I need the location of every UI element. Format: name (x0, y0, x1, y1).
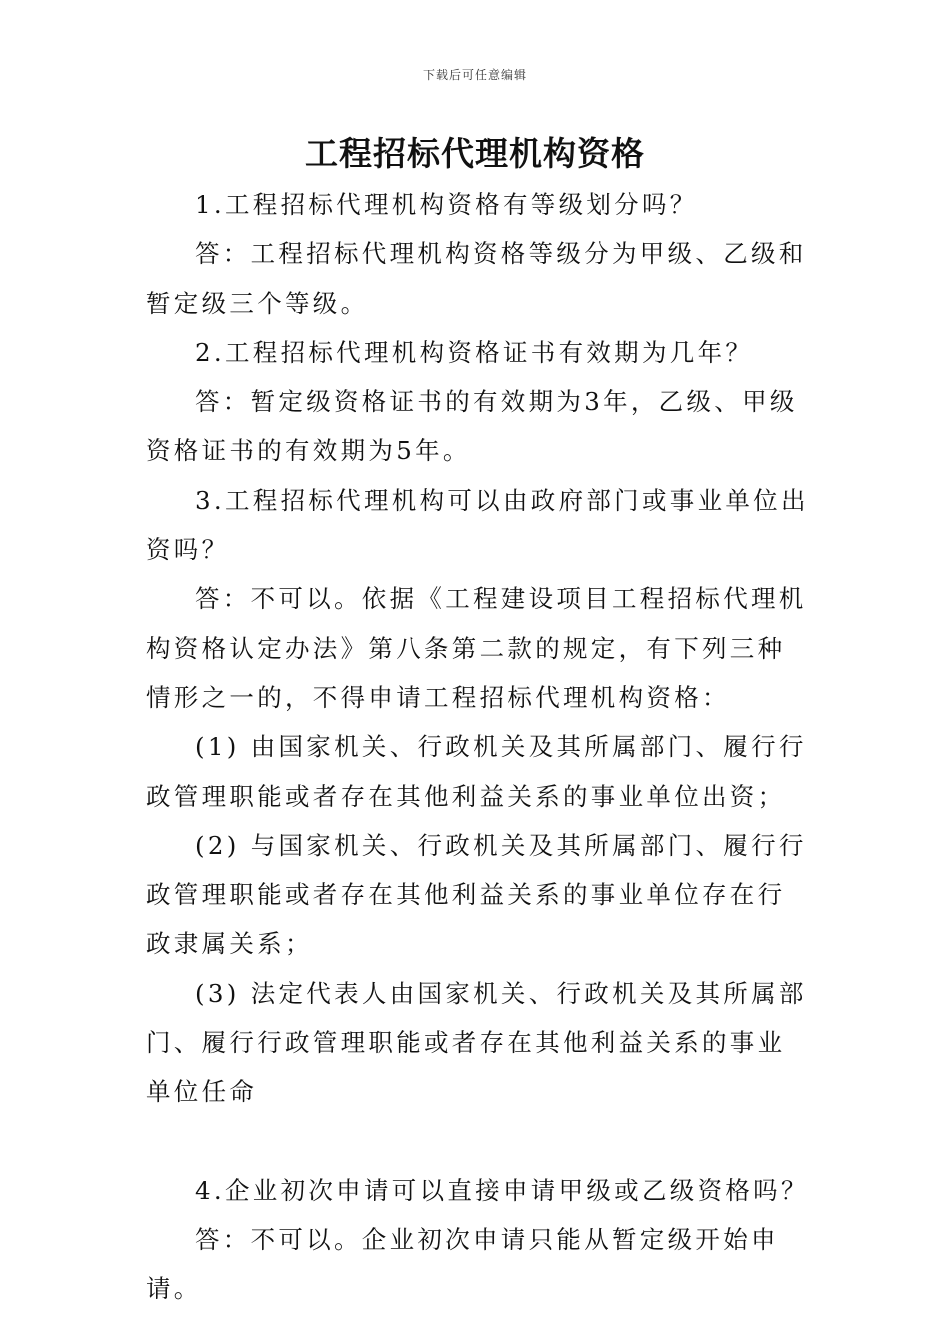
answer-4: 答：不可以。企业初次申请只能从暂定级开始申请。 (146, 1224, 779, 1304)
answer-3-item-3: (3) 法定代表人由国家机关、行政机关及其所属部门、履行行政管理职能或者存在其他利益关系的事业单位任命 (146, 978, 807, 1107)
document-title: 工程招标代理机构资格 (305, 134, 645, 173)
header-note: 下载后可任意编辑 (422, 68, 527, 82)
answer-3-item-2: (2) 与国家机关、行政机关及其所属部门、履行行政管理职能或者存在其他利益关系的事业单位存在行政隶属关系； (146, 830, 807, 959)
question-4: 4.企业初次申请可以直接申请甲级或乙级资格吗？ (195, 1175, 809, 1205)
answer-1: 答：工程招标代理机构资格等级分为甲级、乙级和暂定级三个等级。 (146, 239, 807, 318)
answer-3-item-1: (1) 由国家机关、行政机关及其所属部门、履行行政管理职能或者存在其他利益关系的事业单位出资； (146, 732, 807, 811)
document-body (146, 180, 810, 1314)
question-1: 1.工程招标代理机构资格有等级划分吗？ (195, 190, 698, 219)
question-3: 3.工程招标代理机构可以由政府部门或事业单位出资吗？ (146, 485, 809, 565)
question-2: 2.工程招标代理机构资格证书有效期为几年？ (195, 337, 754, 367)
answer-2: 答：暂定级资格证书的有效期为3年，乙级、甲级资格证书的有效期为5年。 (146, 387, 798, 466)
answer-3: 答：不可以。依据《工程建设项目工程招标代理机构资格认定办法》第八条第二款的规定，有下列三种情形之一的，不得申请工程招标代理机构资格： (146, 584, 807, 712)
